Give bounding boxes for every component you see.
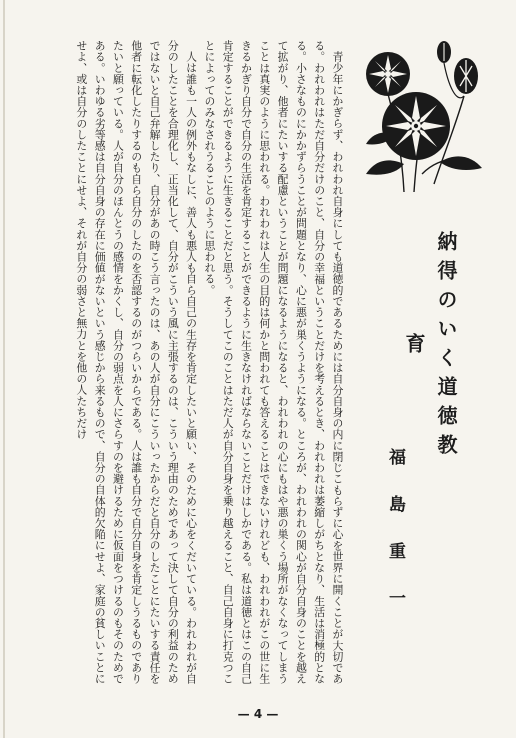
article-paragraph: 青少年にかぎらず、われわれ自身にしても道徳的であるためには自分自身の内に閉じこもらずに心を世界に開くことが大切である。われわれはただ自分だけのこと、自分の幸福ということだけを考えるとき、われわれは萎縮しがちとなり、生活は消極的となる。小さなものにかかずらうことが問題となり、心に悪が巣くうようになる。ところが、われわれの関心が自分自身のことを越えて拡がり、他者にたいする配慮ということが問題になるようになると、われわれの心にもはや悪の巣くう場所がなくなってしまうことは真実のように思われる。われわれは人生の目的は何かと問われても答えることはできないけれども、われわれがこの世に生きるかぎり自分で自分の生活を肯定することができるように生きなければならないことだけはしかである。私は道徳とはこの自己肯定することができるように生きることだと思う。そうしてこのことはただ人が自分自身を乗り越えること、自己自身に打克つことによってのみなされうることのように思われる。	[202, 40, 344, 684]
article-title: 納得のいく道徳教育	[402, 231, 458, 463]
article-body	[38, 40, 346, 684]
page-binding-edge	[3, 0, 5, 738]
author-name: 福島重一	[385, 448, 405, 636]
flower-woodcut-icon	[344, 34, 494, 196]
dahlia-illustration	[344, 34, 494, 196]
article-paragraph: 人は誰も一人の例外もなしに、善人も悪人も自ら自己の生存を肯定したいと願い、そのために心をくだいている。われわれが自分のしたことを合理化し、正当化して、自分がこういう風に主張するのは、こういう理由のためであって決して自分の利益のためではないと自己弁解したり、自分があの時こう言ったのは、あの人が自分にこういったからだと自分のしたことにたいする責任を他者に転化したりするのも自ら自分のしたのを否認するのがつらいからである。人は誰も自分で自分自身を肯定しうるものでありたいと願っている。人が自分のほんとうの感情をかくし、自分の弱点を人にさらすのを避けるために仮面をつけるのもそのためである。いわゆる劣等感は自分自身の存在に価値がないという感じから来るもので、自分の自体的欠陥にせよ、家庭の貧しいことにせよ、或は自分のしたことにせよ、それが自分の弱さと無力とを他の人たちだけ	[74, 40, 198, 684]
page-number: — 4 —	[237, 707, 279, 721]
